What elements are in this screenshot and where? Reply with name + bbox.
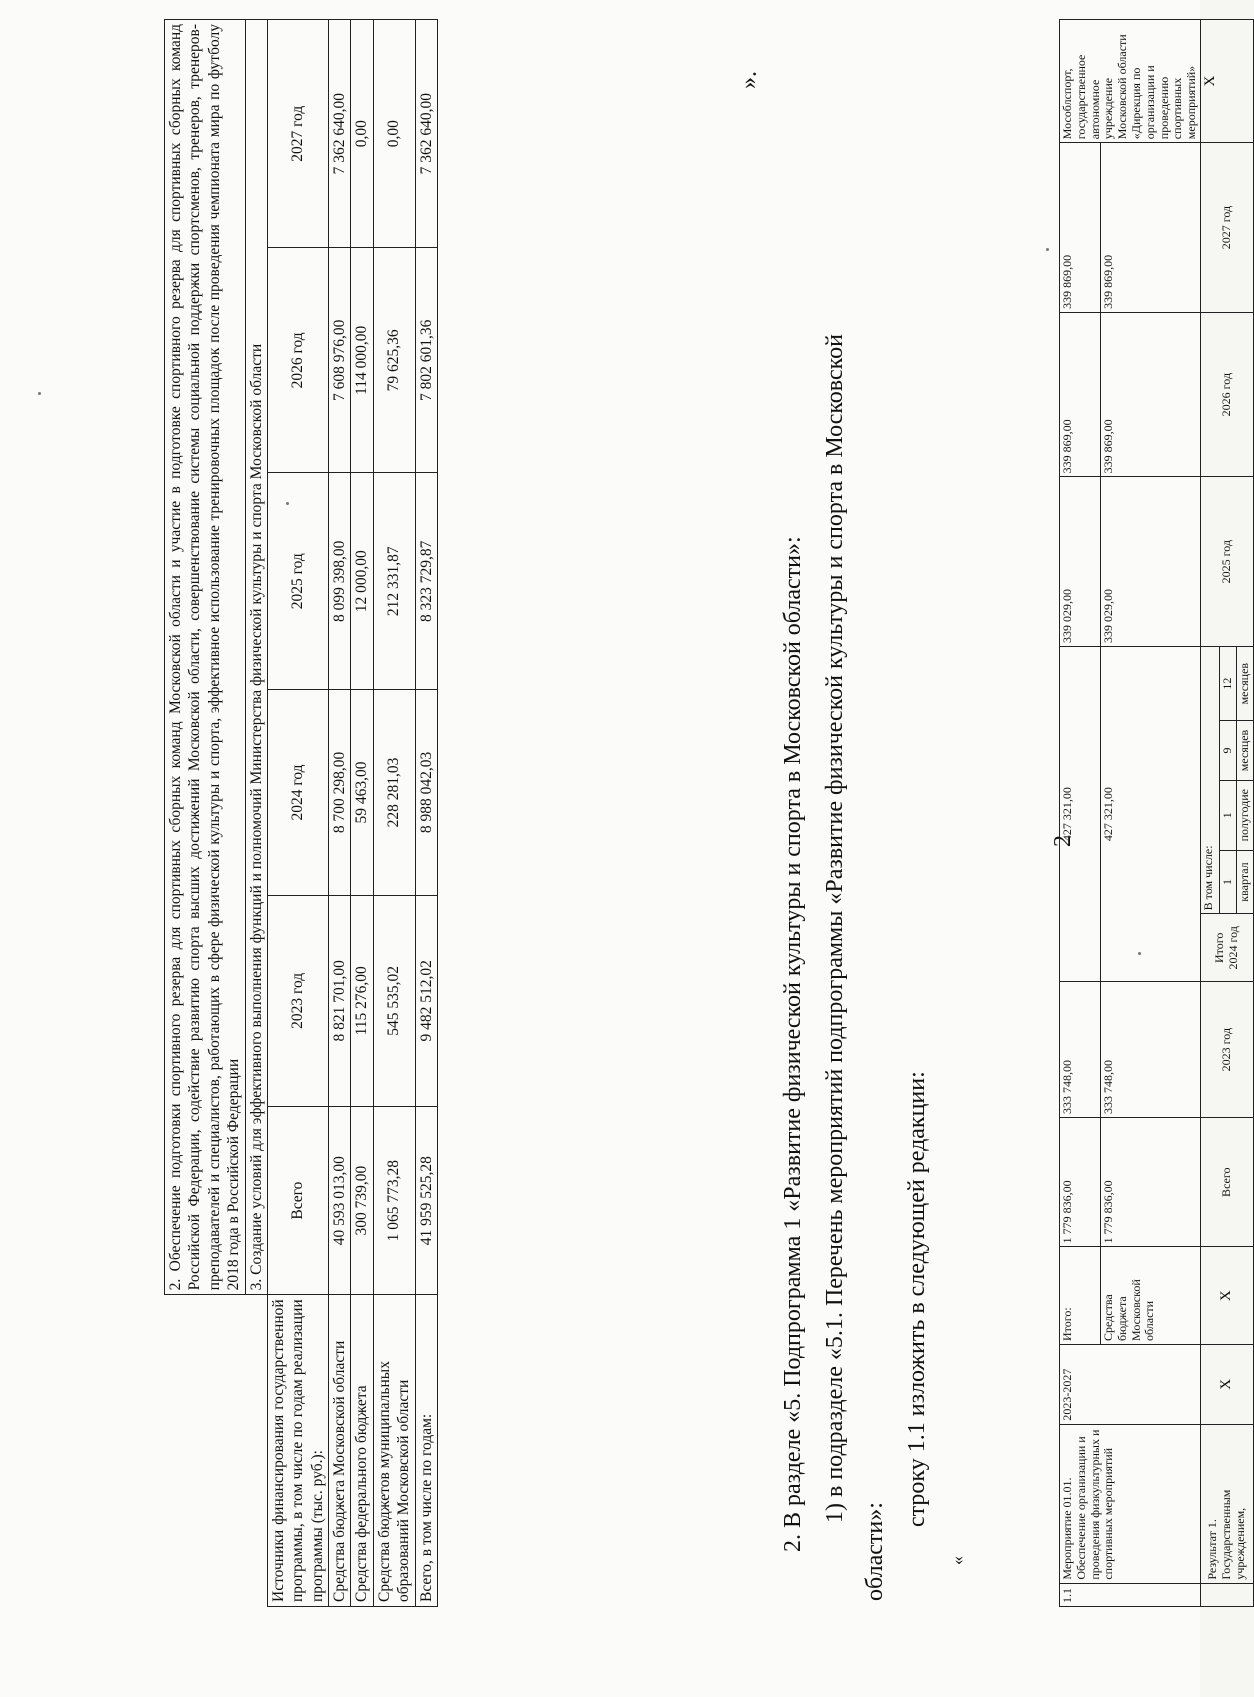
- header-h1-unit: полугодие: [1236, 780, 1253, 850]
- table-cell: 59 463,00: [351, 690, 373, 896]
- table-cell: 427 321,00: [1100, 647, 1200, 982]
- column-header: 2025 год: [267, 473, 328, 690]
- table-row: [1060, 20, 1101, 1607]
- table-cell: 12 000,00: [351, 473, 373, 690]
- table-cell: 7 362 640,00: [415, 20, 437, 248]
- table-row: [373, 20, 415, 1607]
- table-cell: 300 739,00: [351, 1106, 373, 1294]
- table-cell: 0,00: [373, 20, 415, 248]
- result-description: Государственным учреждением,: [1219, 1489, 1247, 1580]
- table-cell: 79 625,36: [373, 248, 415, 473]
- table-row: [351, 20, 373, 1607]
- table-cell: 8 700 298,00: [329, 690, 351, 896]
- x-mark: X: [1200, 20, 1253, 143]
- header-2026: 2026 год: [1200, 312, 1253, 476]
- table-row: [415, 20, 437, 1607]
- scan-speck: [38, 392, 41, 395]
- row-number: 1.1: [1060, 1583, 1201, 1606]
- row-label: Средства бюджета Московской области: [329, 1295, 351, 1607]
- table-cell: 333 748,00: [1060, 982, 1101, 1118]
- header-12m-unit: месяцев: [1236, 647, 1253, 721]
- column-header: Всего: [267, 1106, 328, 1294]
- row-label: Средства федерального бюджета: [351, 1295, 373, 1607]
- table-cell: 339 869,00: [1100, 312, 1200, 476]
- event-title: Мероприятие 01.01.: [1060, 1477, 1074, 1580]
- table-cell: 114 000,00: [351, 248, 373, 473]
- table-cell: 333 748,00: [1100, 982, 1200, 1118]
- header-q1: 1: [1219, 850, 1236, 914]
- scan-speck: [286, 502, 289, 505]
- result-cell: [1200, 1424, 1253, 1583]
- event-description: Обеспечение организации и проведения физкультурных и спортивных мероприятий: [1073, 1429, 1116, 1580]
- table-cell: 115 276,00: [351, 895, 373, 1106]
- table-row: [165, 20, 246, 1607]
- table-cell: 8 099 398,00: [329, 473, 351, 690]
- goal-2-text: 2. Обеспечение подготовки спортивного резерва для спортивных сборных команд Московской области и участие в подготовке спортивного резерва для спортивных сборных команд Российской Федерации, содействие развитию спорта высших достижений Московской области, совершенствование системы социальной поддержки спортсменов, тренеров, тренеров-преподавателей и специалистов, работающих в сфере физической культуры и спорта, эффективное использование тренировочных площадок после проведения чемпионата мира по футболу 2018 года в Российской Федерации: [165, 20, 246, 1295]
- header-2025: 2025 год: [1200, 477, 1253, 647]
- table-cell: 1 065 773,28: [373, 1106, 415, 1294]
- measures-table: [1059, 19, 1254, 1607]
- financing-table: [164, 19, 438, 1607]
- financing-header-label: Источники финансирования государственной программы, в том числе по годам реализации программы (тыс. руб.):: [267, 1295, 328, 1607]
- table-cell: 8 988 042,03: [415, 690, 437, 896]
- header-9m: 9: [1219, 721, 1236, 780]
- goal-3-text: 3. Создание условий для эффективного выполнения функций и полномочий Министерства физической культуры и спорта Московской области: [245, 20, 267, 1295]
- section-heading-text: 2. В разделе «5. Подпрограмма 1 «Развитие физической культуры и спорта в Московской области»:: [780, 536, 806, 1552]
- subsection-text: 1) в подразделе «5.1. Перечень мероприятий подпрограммы «Развитие физической культуры и спорта в Московской: [822, 334, 848, 1523]
- table-cell: 41 959 525,28: [415, 1106, 437, 1294]
- table-cell: 427 321,00: [1060, 647, 1101, 982]
- row-label: Средства бюджетов муниципальных образований Московской области: [373, 1295, 415, 1607]
- table-cell: 339 869,00: [1060, 143, 1101, 313]
- header-total: Всего: [1200, 1118, 1253, 1247]
- page-number: 2: [1050, 835, 1076, 847]
- table-cell: 339 869,00: [1060, 312, 1101, 476]
- event-cell: [1060, 1424, 1201, 1583]
- header-2027: 2027 год: [1200, 143, 1253, 313]
- header-itogo-year: 2024 год: [1225, 926, 1240, 970]
- table-cell: 1 779 836,00: [1100, 1118, 1200, 1247]
- table-cell: 7 802 601,36: [415, 248, 437, 473]
- row-label: Всего, в том числе по годам:: [415, 1295, 437, 1607]
- table-header-row: [267, 20, 328, 1607]
- header-including: В том числе:: [1200, 647, 1219, 914]
- table-cell: 8 323 729,87: [415, 473, 437, 690]
- result-label: Результат 1.: [1205, 1519, 1220, 1580]
- table-cell: 40 593 013,00: [329, 1106, 351, 1294]
- period-cell: 2023-2027: [1060, 1345, 1201, 1425]
- table-row: [329, 20, 351, 1607]
- table-row: [1200, 20, 1219, 1607]
- x-mark: X: [1200, 1345, 1253, 1425]
- table-cell: 9 482 512,02: [415, 895, 437, 1106]
- closing-quote: ».: [736, 71, 762, 89]
- header-h1: 1: [1219, 780, 1236, 850]
- subsection-text-continued: области»:: [862, 1502, 888, 1601]
- column-header: 2026 год: [267, 248, 328, 473]
- opening-quote: «: [947, 1556, 967, 1565]
- table-cell: 545 535,02: [373, 895, 415, 1106]
- header-9m-unit: месяцев: [1236, 721, 1253, 780]
- column-header: 2027 год: [267, 20, 328, 248]
- table-cell: 7 608 976,00: [329, 248, 351, 473]
- table-cell: 228 281,03: [373, 690, 415, 896]
- header-itogo: [1200, 914, 1253, 982]
- x-mark: X: [1200, 1247, 1253, 1345]
- header-2023: 2023 год: [1200, 982, 1253, 1118]
- column-header: 2023 год: [267, 895, 328, 1106]
- header-q1-unit: квартал: [1236, 850, 1253, 914]
- table-cell: 339 029,00: [1060, 477, 1101, 647]
- table-cell: 212 331,87: [373, 473, 415, 690]
- table-cell: 339 029,00: [1100, 477, 1200, 647]
- funding-source: Средства бюджета Московской области: [1100, 1247, 1200, 1345]
- table-cell: 0,00: [351, 20, 373, 248]
- header-itogo-label: Итого: [1212, 932, 1227, 963]
- total-label: Итого:: [1060, 1247, 1101, 1345]
- table-cell: 7 362 640,00: [329, 20, 351, 248]
- scan-speck: [1138, 952, 1141, 955]
- column-header: 2024 год: [267, 690, 328, 896]
- table-cell: 339 869,00: [1100, 143, 1200, 313]
- scan-speck: [1046, 248, 1049, 251]
- instruction-text: строку 1.1 изложить в следующей редакции:: [904, 1071, 930, 1527]
- executor-cell: Мособлспорт, государственное автономное учреждение Московской области «Дирекция по организации и проведению спортивных мероприятий»: [1060, 20, 1201, 143]
- table-cell: 8 821 701,00: [329, 895, 351, 1106]
- header-12m: 12: [1219, 647, 1236, 721]
- table-cell: 1 779 836,00: [1060, 1118, 1101, 1247]
